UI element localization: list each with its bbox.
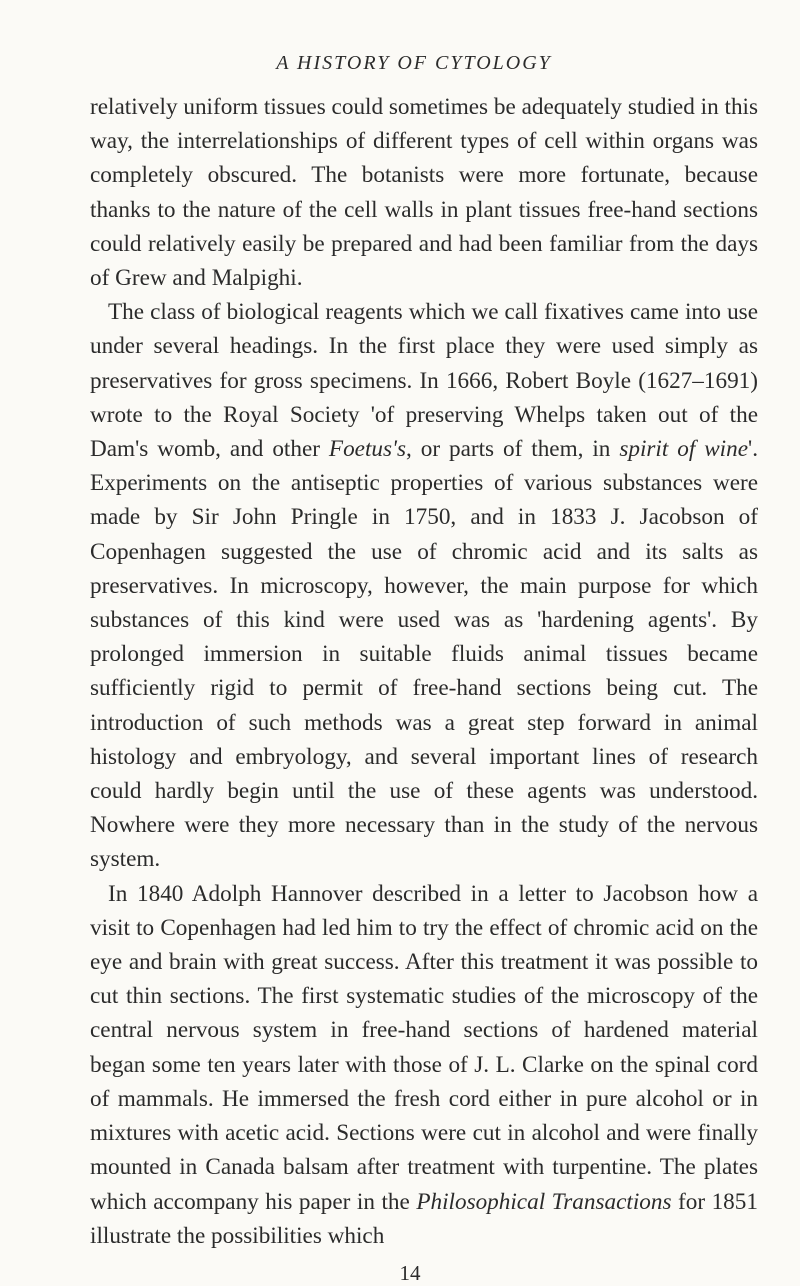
paragraph-3-italic-journal: Philosophical Transactions [416, 1188, 672, 1215]
paragraph-2-text-e: '. Experiments on the antiseptic properties of various substances were made by Sir John Pringle in 1750, and in 1833 J. Jacobson of Copenhagen suggested the use of chromic acid and its salts as preservatives. In microscopy, however, the main purpose for which substances of this kind were used was as 'hardening agents'. By prolonged immersion in suitable fluids animal tissues became sufficiently rigid to permit of free-hand sections being cut. The introduction of such methods was a great step forward in animal histology and embryology, and several important lines of research could hardly begin until the use of these agents was understood. Nowhere were they more necessary than in the study of the nervous system. [90, 436, 758, 873]
page-number: 14 [399, 1260, 421, 1285]
paragraph-3-text-c: for 1851 illustrate the possibilities which [90, 1188, 758, 1249]
paragraph-2 [90, 295, 758, 876]
book-page [90, 50, 758, 1286]
paragraph-2-italic-spirit: spirit of wine [619, 436, 749, 463]
paragraph-3 [90, 877, 758, 1253]
paragraph-2-text-a: The class of biological reagents which we call fixatives came into use under several headings. In the first place they were used simply as preservatives for gross specimens. In 1666, Robert Boyle (1627–1691) wrote to the Royal Society 'of preserving Whelps taken out of the Dam's womb, and other [90, 299, 758, 463]
paragraph-3-text-a: In 1840 Adolph Hannover described in a letter to Jacobson how a visit to Copenhagen had led him to try the effect of chromic acid on the eye and brain with great success. After this treatment it was possible to cut thin sections. The first systematic studies of the microscopy of the central nervous system in free-hand sections of hardened material began some ten years later with those of J. L. Clarke on the spinal cord of mammals. He immersed the fresh cord either in pure alcohol or in mixtures with acetic acid. Sections were cut in alcohol and were finally mounted in Canada balsam after treatment with turpentine. The plates which accompany his paper in the [90, 880, 758, 1215]
paragraph-1: relatively uniform tissues could sometimes be adequately studied in this way, the interrelationships of different types of cell within organs was completely obscured. The botanists were more fortunate, because thanks to the nature of the cell walls in plant tissues free-hand sections could relatively easily be prepared and had been familiar from the days of Grew and Malpighi. [90, 94, 758, 292]
paragraph-2-text-c: , or parts of them, in [406, 436, 620, 463]
paragraph-2-italic-foetus: Foetus's [328, 436, 407, 463]
running-head: A HISTORY OF CYTOLOGY [276, 52, 552, 74]
